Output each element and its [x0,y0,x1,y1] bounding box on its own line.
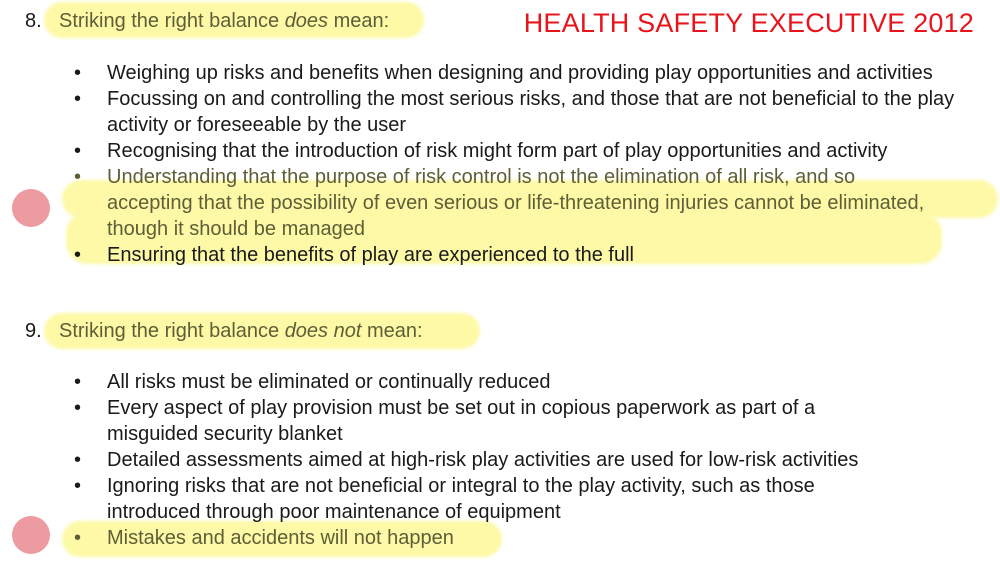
list-item: • All risks must be eliminated or continually reduced [0,369,967,395]
section-8-heading-post: mean: [328,10,390,32]
list-item: • Every aspect of play provision must be set out in copious paperwork as part of a misguided security blanket [0,395,897,447]
list-item: • Focussing on and controlling the most serious risks, and those that are not beneficial to the play activity or foreseeable by the user [0,86,977,138]
section-8-heading-pre: Striking the right balance [59,10,285,32]
list-item: • Mistakes and accidents will not happen [0,525,967,551]
section-9-heading-pre: Striking the right balance [59,320,285,342]
section-9-heading-post: mean: [361,320,423,342]
list-item: • Understanding that the purpose of risk control is not the elimination of all risk, and so accepting that the possibility of even serious or life-threatening injuries cannot be eliminated, though it should be managed [0,164,937,242]
list-item: • Ensuring that the benefits of play are experienced to the full [0,242,967,268]
section-8-heading [25,8,389,34]
section-8-heading-em: does [284,10,329,32]
section-9-list [0,369,967,551]
section-8-list [0,60,1000,268]
banner-title: HEALTH SAFETY EXECUTIVE 2012 [523,8,974,38]
list-item: • Weighing up risks and benefits when designing and providing play opportunities and activities [0,60,967,86]
section-9-heading [25,318,423,344]
list-item: • Recognising that the introduction of risk might form part of play opportunities and activity [0,138,1000,164]
section-9-number: 9. [25,320,42,342]
section-8-number: 8. [25,10,42,32]
section-9-heading-em: does not [284,320,362,342]
list-item: • Ignoring risks that are not beneficial or integral to the play activity, such as those introduced through poor maintenance of equipment [0,473,907,525]
list-item: • Detailed assessments aimed at high-risk play activities are used for low-risk activities [0,447,967,473]
